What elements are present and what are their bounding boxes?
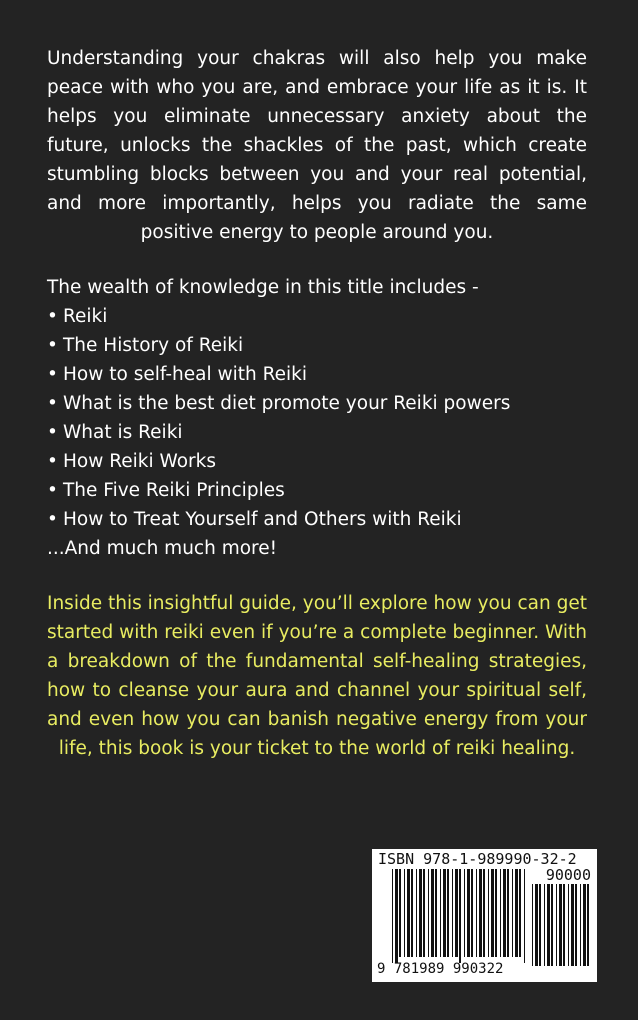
barcode-bar <box>479 869 482 957</box>
barcode-bar <box>455 869 458 957</box>
barcode-bar <box>459 869 461 963</box>
barcode-bar <box>507 869 509 957</box>
topics-intro: The wealth of knowledge in this title includes - <box>47 277 479 298</box>
barcode-bar <box>559 884 562 966</box>
barcode-bar <box>416 869 417 957</box>
bullet-icon: • <box>47 306 58 327</box>
barcode-bar <box>411 869 413 957</box>
barcode-bar <box>483 869 485 957</box>
topic-item <box>47 447 592 476</box>
bullet-icon: • <box>47 335 58 356</box>
barcode-bar <box>535 884 538 966</box>
topic-text: The Five Reiki Principles <box>63 480 285 501</box>
barcode-bar <box>500 869 501 957</box>
topic-item <box>47 505 592 534</box>
bullet-icon: • <box>47 422 58 443</box>
topic-text: How Reiki Works <box>63 451 217 472</box>
topic-item <box>47 389 592 418</box>
barcode-bar <box>551 884 553 966</box>
barcode-bars <box>392 869 528 963</box>
topic-text: What is Reiki <box>63 422 183 443</box>
barcode-bar <box>503 869 506 957</box>
barcode-bar <box>571 884 574 966</box>
topic-text: Reiki <box>63 306 108 327</box>
barcode-bar <box>547 884 550 966</box>
topics-section <box>47 273 592 563</box>
bullet-icon: • <box>47 480 58 501</box>
barcode-bar <box>447 869 449 957</box>
barcode-bar <box>440 869 441 957</box>
topic-item <box>47 302 592 331</box>
barcode-bar <box>539 884 541 966</box>
barcode-bar <box>512 869 513 957</box>
barcode-bar <box>524 869 525 963</box>
barcode-bar <box>428 869 429 957</box>
barcode-bar <box>399 869 401 957</box>
highlight-paragraph: Inside this insightful guide, you’ll explore how you can get started with reiki even if you’re a complete beginner. With a breakdown of the fundamental self-healing strategies, how to cleanse your aura and channel your spiritual self, and even how you can banish negative energy from your life, this book is your ticket to the world of reiki healing. <box>47 593 587 759</box>
barcode-bar <box>435 869 437 957</box>
barcode-bar <box>407 869 410 957</box>
barcode-bar <box>464 869 465 957</box>
barcode-bar <box>431 869 434 957</box>
barcode-bar <box>395 869 398 963</box>
barcode-bar <box>515 869 518 957</box>
barcode-bar <box>583 884 586 966</box>
topic-item <box>47 418 592 447</box>
barcode-bar <box>471 869 473 957</box>
bullet-icon: • <box>47 451 58 472</box>
barcode-bar <box>476 869 477 957</box>
barcode-bar <box>491 869 494 957</box>
barcode-bar <box>532 884 533 966</box>
topic-text: How to Treat Yourself and Others with Reiki <box>63 509 462 530</box>
barcode-digits: 9 781989 990322 <box>377 961 504 977</box>
barcode-bar <box>452 869 453 957</box>
bullet-icon: • <box>47 364 58 385</box>
topic-item <box>47 476 592 505</box>
barcode-bar <box>568 884 569 966</box>
barcode-bar <box>488 869 489 957</box>
barcode-bar <box>587 884 589 966</box>
barcode-bar <box>544 884 545 966</box>
isbn-barcode <box>372 849 597 982</box>
barcode-bar <box>443 869 446 957</box>
barcode-addon-code: 90000 <box>545 866 591 884</box>
barcode-addon-bars <box>532 884 591 972</box>
barcode-bar <box>519 869 521 957</box>
topic-text: What is the best diet promote your Reiki powers <box>63 393 511 414</box>
bullet-icon: • <box>47 509 58 530</box>
barcode-bar <box>467 869 470 957</box>
barcode-bar <box>556 884 557 966</box>
barcode-bar <box>563 884 565 966</box>
barcode-bar <box>423 869 425 957</box>
topics-outro: ...And much much more! <box>47 538 278 559</box>
topic-item <box>47 331 592 360</box>
topic-text: The History of Reiki <box>63 335 244 356</box>
topics-list <box>47 302 592 534</box>
bullet-icon: • <box>47 393 58 414</box>
barcode-bar <box>392 869 393 963</box>
isbn-label: ISBN 978-1-989990-32-2 <box>378 850 577 868</box>
topic-item <box>47 360 592 389</box>
barcode-bar <box>580 884 581 966</box>
intro-paragraph: Understanding your chakras will also help you make peace with who you are, and embrace your life as it is. It helps you eliminate unnecessary anxiety about the future, unlocks the shackles of the past, which create stumbling blocks between you and your real potential, and more importantly, helps you radiate the same positive energy to people around you. <box>47 48 587 243</box>
topic-text: How to self-heal with Reiki <box>63 364 308 385</box>
barcode-bar <box>575 884 577 966</box>
barcode-bar <box>419 869 422 957</box>
barcode-bar <box>495 869 497 957</box>
barcode-bar <box>404 869 405 957</box>
